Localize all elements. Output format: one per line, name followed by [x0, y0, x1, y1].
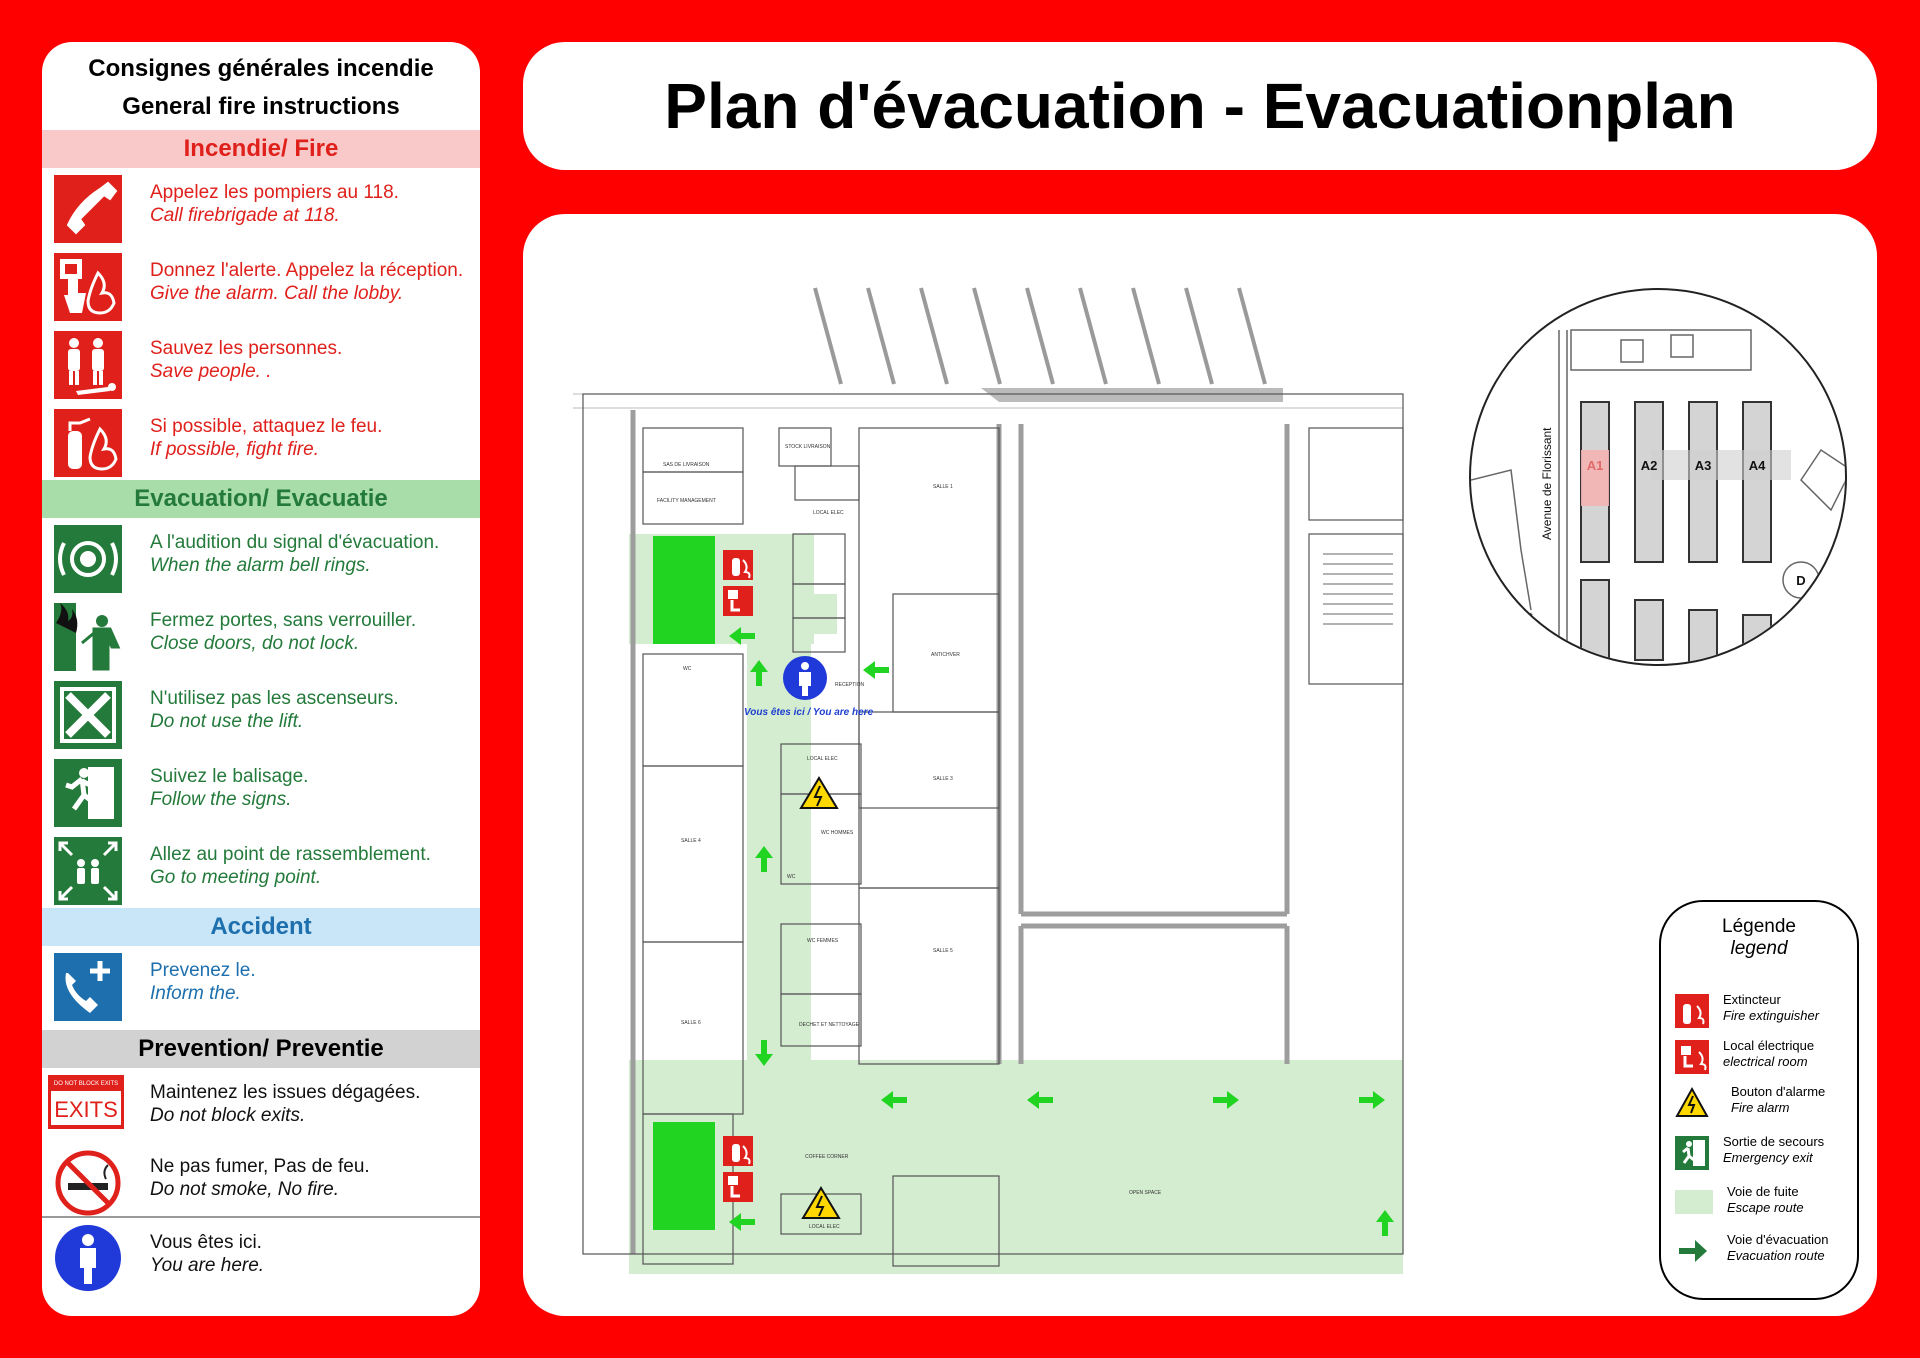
- instruction-en: Inform the.: [150, 983, 241, 1004]
- room-label: SALLE 5: [933, 948, 953, 954]
- evacuation-instruction-row: [42, 596, 480, 674]
- fire-extinguisher-marker: [723, 1136, 753, 1166]
- room-label: WC HOMMES: [821, 830, 854, 836]
- exits-sign-top-text: DO NOT BLOCK EXITS: [53, 1081, 119, 1087]
- instruction-en: When the alarm bell rings.: [150, 555, 371, 576]
- legend-label-en: Evacuation route: [1727, 1248, 1825, 1263]
- site-buildings: [1581, 402, 1771, 664]
- floor-plan-panel: [523, 214, 1877, 1316]
- room-label: RECEPTION: [835, 682, 865, 688]
- fire-instruction-row: [42, 324, 480, 402]
- building-label-a2: A2: [1640, 458, 1658, 473]
- staircase: [1323, 554, 1393, 624]
- instruction-fr: N'utilisez pas les ascenseurs.: [150, 688, 399, 709]
- fire-instruction-row: [42, 246, 480, 324]
- instructions-panel: [42, 42, 480, 1316]
- instruction-en: Close doors, do not lock.: [150, 633, 360, 654]
- instruction-fr: Fermez portes, sans verrouiller.: [150, 610, 417, 631]
- minimap-fragment-label: let: [1521, 611, 1533, 623]
- instruction-fr: Allez au point de rassemblement.: [150, 844, 431, 865]
- legend-item: [1675, 1134, 1855, 1174]
- room-label: WC: [683, 666, 692, 672]
- fire-section-heading: Incendie/ Fire: [42, 130, 480, 168]
- legend-label-fr: Voie de fuite: [1727, 1184, 1799, 1199]
- prevention-section-heading: Prevention/ Preventie: [42, 1030, 480, 1068]
- room-label: LOCAL ELEC: [813, 510, 844, 516]
- instruction-fr: Suivez le balisage.: [150, 766, 309, 787]
- site-minimap: [1469, 288, 1847, 666]
- legend-label-en: Emergency exit: [1723, 1150, 1813, 1165]
- instruction-en: Do not use the lift.: [150, 711, 304, 732]
- fire-extinguisher-marker: [723, 550, 753, 580]
- emergency-exit-zone: [653, 536, 715, 644]
- prevention-instruction-row: [42, 1218, 480, 1302]
- legend-label-fr: Voie d'évacuation: [1727, 1232, 1829, 1247]
- street-label: Avenue de Florissant: [1540, 427, 1554, 540]
- legend-item: [1675, 992, 1855, 1032]
- phone-icon: [54, 175, 122, 243]
- legend-item: [1675, 1084, 1855, 1124]
- fire-alarm-marker: [723, 586, 753, 616]
- instruction-en: Do not smoke, No fire.: [150, 1179, 340, 1200]
- room-label: DECHET ET NETTOYAGE: [799, 1022, 859, 1028]
- room-label: LOCAL ELEC: [807, 756, 838, 762]
- instruction-fr: Vous êtes ici.: [150, 1232, 262, 1253]
- room-label: SALLE 1: [933, 484, 953, 490]
- legend-title-en: legend: [1730, 938, 1788, 959]
- legend-title-fr: Légende: [1722, 916, 1796, 937]
- fire-instruction-row: [42, 402, 480, 480]
- legend-item: [1675, 1184, 1855, 1224]
- you-are-here-marker: [783, 656, 827, 700]
- you-are-here-icon: [54, 1224, 122, 1292]
- evacuation-instruction-row: [42, 518, 480, 596]
- instruction-fr: Appelez les pompiers au 118.: [150, 182, 399, 203]
- fire-alarm-icon: [54, 253, 122, 321]
- minimap-marker-label: D: [1796, 573, 1806, 588]
- legend-emergency-exit-icon: [1675, 1136, 1709, 1170]
- room-label: ANTICHVER: [931, 652, 960, 658]
- instruction-fr: Si possible, attaquez le feu.: [150, 416, 383, 437]
- exits-sign-main-text: EXITS: [54, 1097, 118, 1122]
- no-smoking-icon: [54, 1149, 122, 1217]
- emergency-phone-icon: [54, 953, 122, 1021]
- legend-label-en: Escape route: [1727, 1200, 1804, 1215]
- instruction-fr: Sauvez les personnes.: [150, 338, 343, 359]
- instruction-en: Do not block exits.: [150, 1105, 306, 1126]
- room-label: SAS DE LIVRAISON: [663, 462, 710, 468]
- legend-label-en: electrical room: [1723, 1054, 1808, 1069]
- extinguisher-icon: [54, 409, 122, 477]
- instruction-en: If possible, fight fire.: [150, 439, 319, 460]
- title-panel: [523, 42, 1877, 170]
- instruction-fr: Donnez l'alerte. Appelez la réception.: [150, 260, 464, 281]
- building-label-a1: A1: [1586, 458, 1604, 473]
- evacuation-instruction-row: [42, 752, 480, 830]
- prevention-instruction-row: [42, 1142, 480, 1216]
- legend-item: [1675, 1232, 1855, 1272]
- arrow-left: [863, 661, 889, 679]
- legend-label-en: Fire extinguisher: [1723, 1008, 1820, 1023]
- legend-extinguisher-icon: [1675, 994, 1709, 1028]
- room-label: STOCK LIVRAISON: [785, 444, 831, 450]
- room-label: FACILITY MANAGEMENT: [657, 498, 716, 504]
- legend-item: [1675, 1038, 1855, 1078]
- canopy: [981, 388, 1283, 402]
- room-label: WC: [787, 874, 796, 880]
- room-label: SALLE 6: [681, 1020, 701, 1026]
- emergency-exit-zone: [653, 1122, 715, 1230]
- legend-escape-route-swatch: [1675, 1190, 1713, 1214]
- alarm-bell-icon: [54, 525, 122, 593]
- instructions-title-en: General fire instructions: [122, 93, 400, 120]
- evacuation-section-heading: Evacuation/ Evacuatie: [42, 480, 480, 518]
- meeting-point-icon: [54, 837, 122, 905]
- instruction-fr: Ne pas fumer, Pas de feu.: [150, 1156, 370, 1177]
- legend-label-fr: Bouton d'alarme: [1731, 1084, 1826, 1099]
- you-are-here-label: Vous êtes ici / You are here: [744, 707, 874, 718]
- fire-alarm-marker: [723, 1172, 753, 1202]
- instruction-en: Go to meeting point.: [150, 867, 322, 888]
- instruction-en: You are here.: [150, 1255, 265, 1276]
- room-label: SALLE 4: [681, 838, 701, 844]
- evacuation-instruction-row: [42, 674, 480, 752]
- no-lift-icon: [54, 681, 122, 749]
- accident-section-heading: Accident: [42, 908, 480, 946]
- close-door-icon: [54, 603, 122, 671]
- instruction-en: Save people. .: [150, 361, 272, 382]
- instruction-fr: Maintenez les issues dégagées.: [150, 1082, 421, 1103]
- instruction-en: Follow the signs.: [150, 789, 292, 810]
- building-label-a3: A3: [1694, 458, 1712, 473]
- legend-warning-icon: [1675, 1086, 1709, 1120]
- evacuation-instruction-row: [42, 830, 480, 908]
- legend-label-fr: Sortie de secours: [1723, 1134, 1825, 1149]
- exit-sign-icon: [54, 759, 122, 827]
- save-people-icon: [54, 331, 122, 399]
- legend-label-fr: Local électrique: [1723, 1038, 1815, 1053]
- instruction-en: Give the alarm. Call the lobby.: [150, 283, 404, 304]
- room-label: OPEN SPACE: [1129, 1190, 1162, 1196]
- instructions-title-fr: Consignes générales incendie: [88, 55, 434, 82]
- parking-stripes: [815, 288, 1265, 384]
- page-title: Plan d'évacuation - Evacuationplan: [664, 70, 1736, 142]
- room-label: WC FEMMES: [807, 938, 839, 944]
- legend-electrical-room-icon: [1675, 1040, 1709, 1074]
- exits-sign-icon: [48, 1075, 124, 1129]
- fire-instruction-row: [42, 168, 480, 246]
- legend-label-en: Fire alarm: [1731, 1100, 1790, 1115]
- legend-label-fr: Extincteur: [1723, 992, 1781, 1007]
- legend-arrow-icon: [1675, 1234, 1709, 1268]
- prevention-instruction-row: [42, 1068, 480, 1142]
- legend: [1659, 900, 1859, 1300]
- building-label-a4: A4: [1748, 458, 1766, 473]
- instruction-fr: A l'audition du signal d'évacuation.: [150, 532, 440, 553]
- room-label: SALLE 3: [933, 776, 953, 782]
- room-label: LOCAL ELEC: [809, 1224, 840, 1230]
- instruction-fr: Prevenez le.: [150, 960, 256, 981]
- accident-instruction-row: [42, 946, 480, 1030]
- room-label: COFFEE CORNER: [805, 1154, 849, 1160]
- instruction-en: Call firebrigade at 118.: [150, 205, 340, 226]
